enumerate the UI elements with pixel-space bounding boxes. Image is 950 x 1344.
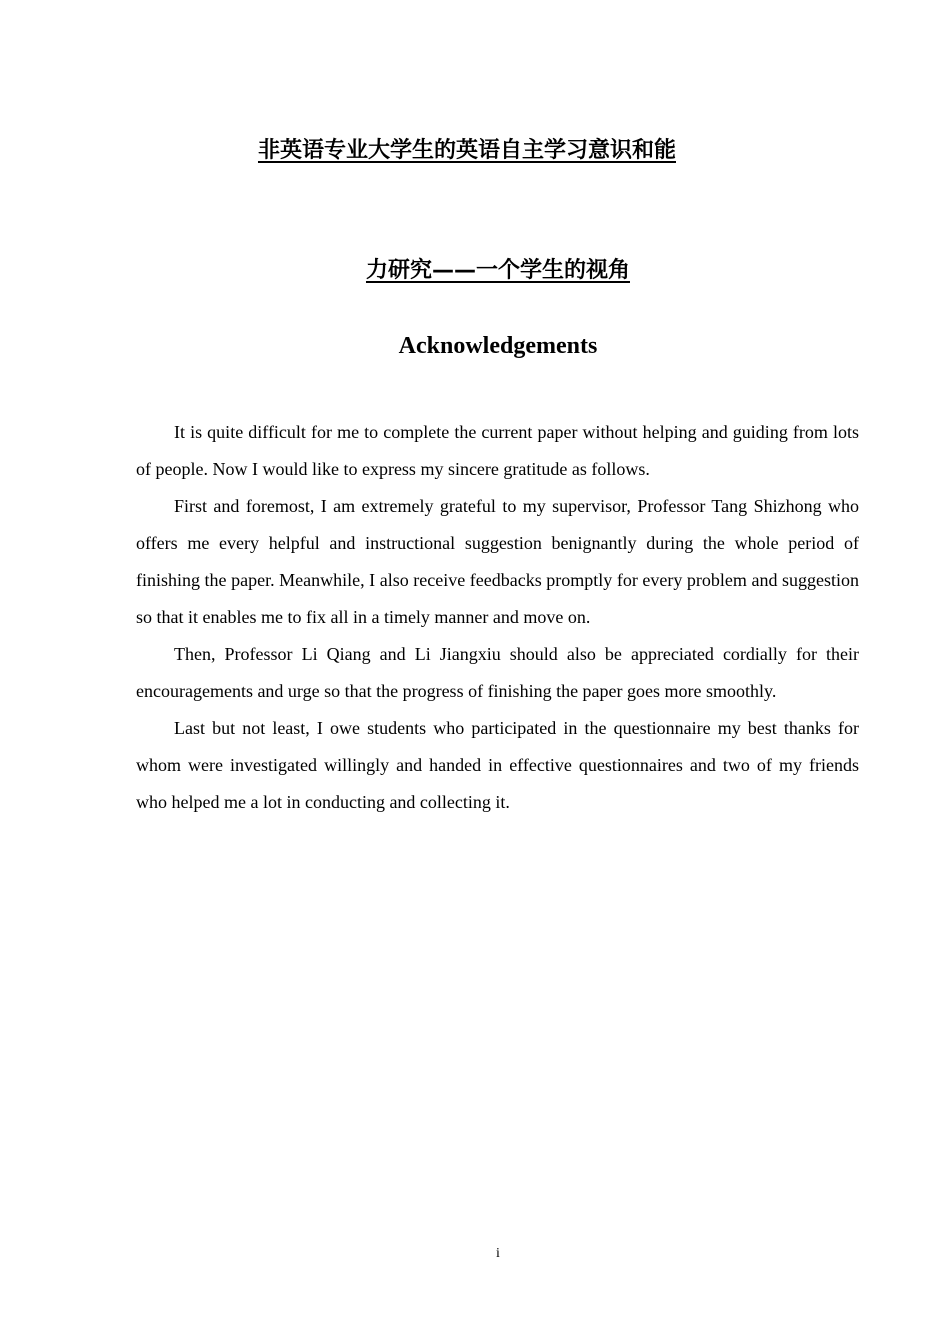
- paragraph-1: It is quite difficult for me to complete the current paper without helping and guiding from lots of people. Now I would like to express my sincere gratitude as follows.: [136, 422, 859, 479]
- paragraph-4: Last but not least, I owe students who participated in the questionnaire my best thanks for whom were investigated willingly and handed in effective questionnaires and two of my friends who helped me a lot in conducting and collecting it.: [136, 718, 859, 812]
- paragraph-2: First and foremost, I am extremely grateful to my supervisor, Professor Tang Shizhong who offers me every helpful and instructional suggestion benignantly during the whole period of finishing the paper. Meanwhile, I also receive feedbacks promptly for every problem and suggestion so that it enables me to fix all in a timely manner and move on.: [136, 496, 859, 627]
- title-line-1: [0, 136, 942, 166]
- paragraph-3: Then, Professor Li Qiang and Li Jiangxiu should also be appreciated cordially for their encouragements and urge so that the progress of finishing the paper goes more smoothly.: [136, 644, 859, 701]
- acknowledgements-body: [136, 414, 859, 821]
- page-number: i: [496, 1246, 500, 1261]
- title-line-2: [23, 256, 950, 286]
- acknowledgements-heading: Acknowledgements: [398, 333, 598, 359]
- title-line-2-text: 力研究——一个学生的视角: [365, 258, 630, 283]
- title-line-1-text: 非英语专业大学生的英语自主学习意识和能: [257, 138, 676, 163]
